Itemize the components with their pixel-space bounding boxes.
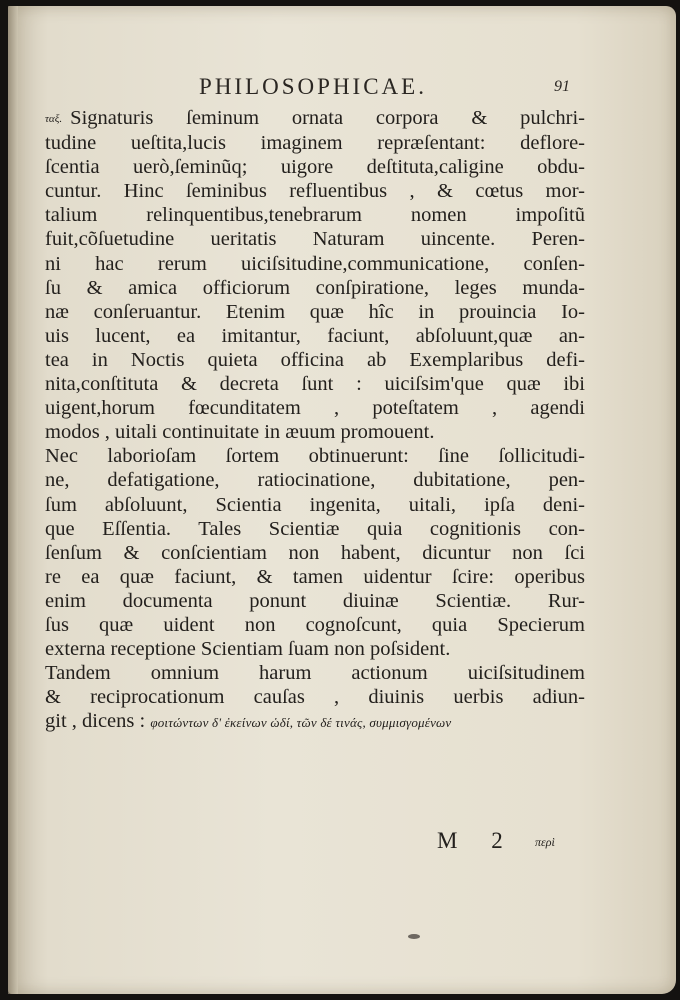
final-line-latin: git , dicens : <box>45 710 146 733</box>
text-line: que Eſſentia. Tales Scientiæ quia cognitionis con- <box>45 517 585 540</box>
text-line: fuit,cõſuetudine ueritatis Naturam uincente. Peren- <box>45 228 585 251</box>
text-line: ſu & amica officiorum conſpiratione, leges munda- <box>45 276 585 299</box>
text-line: Nec laborioſam ſortem obtinuerunt: ſine ſollicitudi- <box>45 445 585 468</box>
signature-line <box>45 828 585 858</box>
text-line: ſus quæ uident non cognoſcunt, quia Specierum <box>45 613 585 636</box>
running-head: PHILOSOPHICAE. <box>199 74 427 99</box>
text-line: tudine ueſtita,lucis imaginem repræſentant: deflore- <box>45 132 585 155</box>
text-line: talium relinquentibus,tenebrarum nomen impoſitũ <box>45 204 585 227</box>
text-line: Tandem omnium harum actionum uiciſsitudinem <box>45 662 585 685</box>
body-text <box>45 106 585 735</box>
text-line: uis lucent, ea imitantur, faciunt, abſoluunt,quæ an- <box>45 324 585 347</box>
text-line: ne, defatigatione, ratiocinatione, dubitatione, pen- <box>45 469 585 492</box>
signature-mark: M 2 <box>437 828 517 853</box>
text-line: ταξ. Signaturis ſeminum ornata corpora & pulchri- <box>45 107 585 129</box>
text-line: modos , uitali continuitate in æuum promouent. <box>45 421 435 444</box>
ink-smudge <box>408 934 420 939</box>
margin-note: ταξ. <box>45 113 63 125</box>
page-header <box>8 74 676 104</box>
text-line: ſum abſoluunt, Scientia ingenita, uitali, ipſa deni- <box>45 493 585 516</box>
text-line: enim documenta ponunt diuinæ Scientiæ. Rur- <box>45 589 585 612</box>
text-line: nita,conſtituta & decreta ſunt : uiciſsim'que quæ ibi <box>45 373 585 396</box>
text-line: & reciprocationum cauſas , diuinis uerbis adiun- <box>45 686 585 709</box>
page-gutter-shadow <box>8 6 18 994</box>
greek-quotation: φοιτώντων δ' ἐκείνων ὡδί, τῶν δέ τινάς, συμμισγομένων <box>150 715 452 731</box>
text-line: næ conſeruantur. Etenim quæ hîc in prouincia Io- <box>45 300 585 323</box>
book-page <box>8 6 676 994</box>
text-line: ſcentia uerò,ſeminũq; uigore deſtituta,caligine obdu- <box>45 156 585 179</box>
text-line: tea in Noctis quieta officina ab Exemplaribus defi- <box>45 348 585 371</box>
text-line: ſenſum & conſcientiam non habent, dicuntur non ſci <box>45 541 585 564</box>
text-line: cuntur. Hinc ſeminibus refluentibus , & cœtus mor- <box>45 180 585 203</box>
text-line: uigent,horum fœcunditatem , poteſtatem , agendi <box>45 397 585 420</box>
text-line-final <box>45 709 585 735</box>
text-line: re ea quæ faciunt, & tamen uidentur ſcire: operibus <box>45 565 585 588</box>
page-number: 91 <box>554 78 570 95</box>
catchword: περὶ <box>535 835 555 849</box>
text-line: ni hac rerum uiciſsitudine,communicatione, conſen- <box>45 252 585 275</box>
text-line: externa receptione Scientiam ſuam non poſsident. <box>45 638 451 661</box>
